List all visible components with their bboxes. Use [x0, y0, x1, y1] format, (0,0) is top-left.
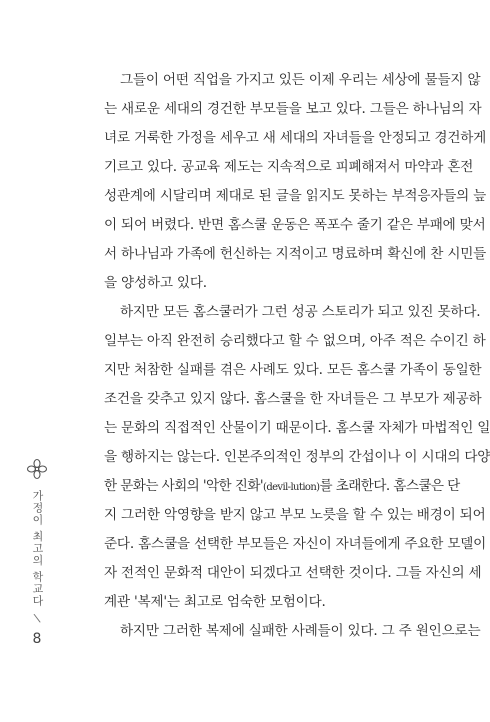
text-line: 그들이 어떤 직업을 가지고 있든 이제 우리는 세상에 물들지 않 — [120, 72, 481, 88]
text-line: 하지만 모든 홈스쿨러가 그런 성공 스토리가 되고 있진 못하다. — [120, 304, 481, 320]
text-segment: (devil-lution) — [263, 482, 320, 493]
text-segment: 를 초래한다. 홈스쿨은 단 — [319, 478, 460, 494]
text-line — [104, 476, 460, 496]
text-line: 기르고 있다. 공교육 제도는 지속적으로 피폐해져서 마약과 혼전 — [104, 159, 474, 175]
text-line: 자 전적인 문화적 대안이 되겠다고 선택한 것이다. 그들 자신의 세 — [104, 565, 482, 581]
text-line: 을 양성하고 있다. — [104, 275, 207, 291]
text-segment: 한 문화는 사회의 '악한 진화' — [104, 478, 264, 494]
page-margin — [26, 458, 48, 647]
text-line: 서 하나님과 가족에 헌신하는 지적이고 명료하며 확신에 찬 시민들 — [104, 246, 487, 262]
text-line: 계관 '복제'는 최고로 엄숙한 모험이다. — [104, 594, 326, 610]
text-line: 는 문화의 직접적인 산물이기 때문이다. 홈스쿨 자체가 마법적인 일 — [104, 420, 490, 436]
book-title: 가정이 최고의 학교다 — [31, 490, 44, 607]
page-number: 8 — [32, 631, 42, 647]
text-line: 일부는 아직 완전히 승리했다고 할 수 없으며, 아주 적은 수이긴 하 — [104, 333, 486, 349]
flower-icon — [26, 458, 48, 480]
text-line: 조건을 갖추고 있지 않다. 홈스쿨을 한 자녀들은 그 부모가 제공하 — [104, 391, 482, 407]
text-line: 성관계에 시달리며 제대로 된 글을 읽지도 못하는 부적응자들의 늪 — [104, 188, 487, 204]
text-line: 이 되어 버렸다. 반면 홈스쿨 운동은 폭포수 줄기 같은 부패에 맞서 — [104, 217, 486, 233]
text-line: 지 그러한 악영향을 받지 않고 부모 노릇을 할 수 있는 배경이 되어 — [104, 507, 486, 523]
text-line: 하지만 그러한 복제에 실패한 사례들이 있다. 그 주 원인으로는 — [120, 623, 481, 639]
text-line: 을 행하지는 않는다. 인본주의적인 정부의 간섭이나 이 시대의 다양 — [104, 449, 490, 465]
text-line: 는 새로운 세대의 경건한 부모들을 보고 있다. 그들은 하나님의 자 — [104, 101, 482, 117]
text-line: 준다. 홈스쿨을 선택한 부모들은 자신이 자녀들에게 주요한 모델이 — [104, 536, 487, 552]
separator: \ — [32, 610, 42, 626]
text-line: 지만 처참한 실패를 겪은 사례도 있다. 모든 홈스쿨 가족이 동일한 — [104, 362, 482, 378]
text-line: 녀로 거룩한 가정을 세우고 새 세대의 자녀들을 안정되고 경건하게 — [104, 130, 487, 146]
